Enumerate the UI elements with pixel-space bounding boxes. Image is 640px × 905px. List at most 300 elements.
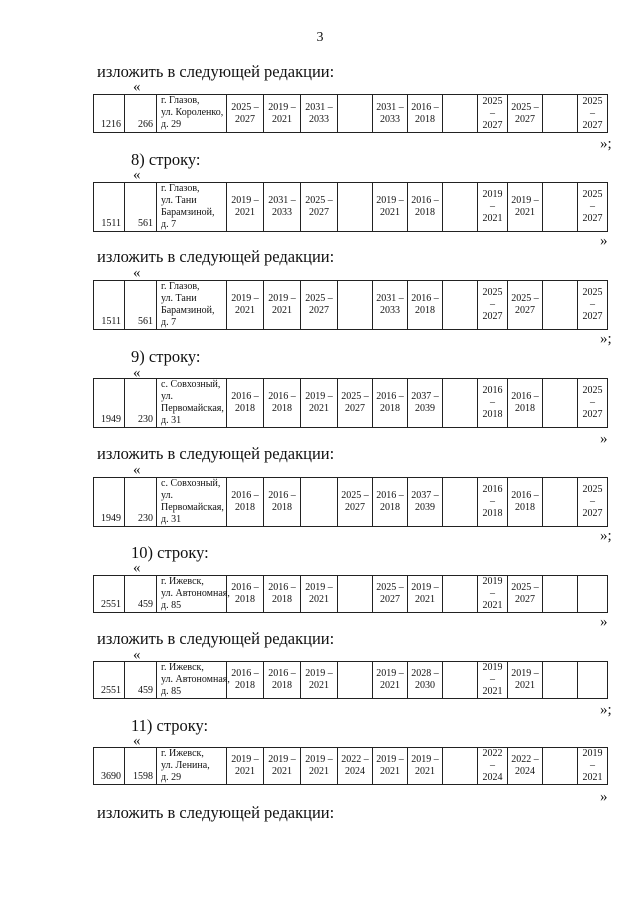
address-line: д. 29 — [161, 119, 182, 130]
open-quote-1: « — [133, 79, 141, 95]
period-line: 2024 — [482, 772, 503, 783]
open-quote-3: « — [133, 265, 141, 281]
period-line: 2016 – — [231, 490, 259, 501]
period-cell — [443, 183, 478, 232]
edit-instruction-5: изложить в следующей редакции: — [97, 803, 335, 822]
table-row — [94, 183, 640, 232]
period-cell — [508, 95, 543, 133]
close-quote-3: »; — [600, 331, 612, 347]
period-line: 2028 – — [411, 668, 439, 679]
open-quote-8: « — [133, 733, 141, 749]
record-number-cell: 1511 — [94, 281, 125, 330]
period-line: 2025 – — [231, 101, 259, 113]
period-line: 2016 – — [231, 582, 259, 593]
period-line: 2039 — [415, 502, 435, 513]
period-line: 2024 — [345, 766, 365, 777]
period-line: 2018 — [415, 305, 435, 316]
period-cell — [508, 379, 543, 428]
edit-instruction-1: изложить в следующей редакции: — [97, 62, 335, 81]
address-line: с. Совхозный, — [161, 379, 221, 390]
period-cell — [478, 95, 508, 133]
row-heading-8: 8) строку: — [131, 150, 201, 169]
period-line: 2019 – — [305, 754, 333, 765]
period-line: 2021 — [482, 600, 503, 611]
period-line: 2021 — [309, 594, 329, 605]
record-number-cell: 1216 — [94, 95, 125, 133]
period-line: 2018 — [235, 403, 255, 414]
period-cell — [338, 281, 373, 330]
period-cell — [373, 576, 408, 613]
table-row — [94, 576, 640, 613]
period-cell — [578, 183, 608, 232]
table-row — [94, 478, 640, 527]
period-cell — [264, 478, 301, 527]
address-line: д. 31 — [161, 514, 182, 525]
period-line: 2016 – — [482, 385, 503, 408]
record-id-cell: 561 — [125, 183, 157, 232]
address-cell — [157, 379, 227, 428]
period-line: 2018 — [482, 508, 503, 519]
period-line: 2021 — [272, 766, 292, 777]
period-cell — [301, 478, 338, 527]
period-cell — [264, 379, 301, 428]
record-id-cell: 1598 — [125, 748, 157, 785]
period-cell — [373, 748, 408, 785]
period-line: 2018 — [272, 680, 292, 691]
period-line: 2019 – — [305, 668, 333, 679]
period-line: 2019 – — [231, 754, 259, 765]
period-cell — [478, 662, 508, 699]
record-table-4 — [93, 378, 640, 428]
address-cell — [157, 183, 227, 232]
period-line: 2039 — [415, 403, 435, 414]
period-cell — [408, 379, 443, 428]
period-line: 2025 – — [305, 195, 333, 206]
period-cell — [338, 478, 373, 527]
period-line: 2016 – — [268, 490, 296, 501]
address-line: ул. Автономная, — [161, 588, 230, 599]
period-line: 2021 — [309, 766, 329, 777]
address-line: ул. Короленко, — [161, 107, 224, 118]
period-cell — [543, 748, 578, 785]
period-cell — [478, 379, 508, 428]
period-line: 2019 – — [511, 668, 539, 679]
row-heading-10: 10) строку: — [131, 543, 209, 562]
period-cell — [543, 662, 578, 699]
period-cell — [338, 183, 373, 232]
period-line: 2018 — [415, 113, 435, 125]
period-cell — [408, 95, 443, 133]
period-line: 2016 – — [376, 391, 404, 402]
period-cell — [443, 478, 478, 527]
period-line: 2027 — [582, 508, 603, 519]
address-line: с. Совхозный, — [161, 478, 221, 489]
period-line: 2037 – — [411, 490, 439, 501]
period-cell — [578, 379, 608, 428]
record-table-6 — [93, 575, 640, 613]
period-line: 2025 – — [582, 287, 603, 310]
address-cell — [157, 478, 227, 527]
period-cell — [227, 95, 264, 133]
close-quote-6: » — [600, 614, 608, 630]
period-cell — [478, 748, 508, 785]
period-cell — [578, 95, 608, 133]
period-cell — [443, 95, 478, 133]
period-cell — [543, 183, 578, 232]
period-line: 2031 – — [305, 101, 333, 113]
period-cell — [301, 95, 338, 133]
close-quote-7: »; — [600, 702, 612, 718]
period-line: 2016 – — [411, 293, 439, 304]
period-line: 2018 — [380, 403, 400, 414]
period-line: 2027 — [582, 409, 603, 420]
open-quote-7: « — [133, 647, 141, 663]
period-line: 2019 – — [376, 668, 404, 679]
period-cell — [443, 662, 478, 699]
period-line: 2021 — [415, 766, 435, 777]
period-cell — [443, 281, 478, 330]
page-number: 3 — [316, 30, 324, 45]
period-line: 2016 – — [268, 391, 296, 402]
period-line: 2021 — [235, 305, 255, 316]
period-cell — [443, 379, 478, 428]
record-number-cell: 2551 — [94, 662, 125, 699]
period-line: 2025 – — [511, 293, 539, 304]
address-line: Барамзиной, — [161, 305, 215, 316]
period-cell — [264, 183, 301, 232]
period-line: 2027 — [515, 594, 535, 605]
period-line: 2025 – — [376, 582, 404, 593]
record-table-1 — [93, 94, 640, 133]
close-quote-2: » — [600, 233, 608, 249]
period-cell — [338, 379, 373, 428]
period-line: 2033 — [309, 113, 329, 125]
period-line: 2019 – — [268, 754, 296, 765]
period-line: 2027 — [482, 119, 503, 131]
open-quote-6: « — [133, 560, 141, 576]
period-cell — [301, 183, 338, 232]
period-line: 2027 — [345, 403, 365, 414]
period-cell — [408, 662, 443, 699]
period-cell — [543, 478, 578, 527]
period-cell — [338, 576, 373, 613]
period-line: 2018 — [272, 502, 292, 513]
period-cell — [227, 281, 264, 330]
period-line: 2019 – — [305, 391, 333, 402]
record-id-cell: 561 — [125, 281, 157, 330]
period-line: 2019 – — [268, 101, 296, 113]
record-table-8 — [93, 747, 640, 785]
period-line: 2037 – — [411, 391, 439, 402]
period-line: 2027 — [380, 594, 400, 605]
record-number-cell: 1949 — [94, 379, 125, 428]
period-line: 2025 – — [305, 293, 333, 304]
period-line: 2019 – — [268, 293, 296, 304]
period-cell — [543, 379, 578, 428]
period-line: 2018 — [272, 594, 292, 605]
period-cell — [578, 576, 608, 613]
address-line: д. 31 — [161, 415, 182, 426]
period-line: 2025 – — [582, 385, 603, 408]
record-id-cell: 230 — [125, 478, 157, 527]
address-line: д. 7 — [161, 219, 177, 230]
period-line: 2018 — [415, 207, 435, 218]
record-number-cell: 3690 — [94, 748, 125, 785]
period-cell — [543, 576, 578, 613]
period-line: 2019 – — [231, 195, 259, 206]
period-line: 2018 — [380, 502, 400, 513]
period-cell — [227, 478, 264, 527]
period-line: 2031 – — [376, 101, 404, 113]
table-row — [94, 281, 640, 330]
table-row — [94, 379, 640, 428]
address-line: Первомайская, — [161, 403, 224, 414]
period-line: 2021 — [272, 305, 292, 316]
period-line: 2021 — [309, 403, 329, 414]
period-cell — [264, 281, 301, 330]
period-line: 2033 — [380, 305, 400, 316]
period-cell — [227, 662, 264, 699]
record-table-2 — [93, 182, 640, 232]
table-row — [94, 662, 640, 699]
period-cell — [508, 183, 543, 232]
row-heading-11: 11) строку: — [131, 716, 209, 735]
period-cell — [264, 748, 301, 785]
period-cell — [578, 662, 608, 699]
period-line: 2027 — [582, 213, 603, 224]
period-cell — [543, 95, 578, 133]
close-quote-5: »; — [600, 528, 612, 544]
period-line: 2022 – — [511, 754, 539, 765]
period-cell — [508, 281, 543, 330]
period-line: 2021 — [415, 594, 435, 605]
open-quote-5: « — [133, 462, 141, 478]
period-line: 2021 — [380, 766, 400, 777]
period-cell — [578, 748, 608, 785]
period-line: 2016 – — [231, 668, 259, 679]
record-number-cell: 1949 — [94, 478, 125, 527]
period-cell — [373, 95, 408, 133]
period-line: 2021 — [482, 686, 503, 697]
period-line: 2025 – — [582, 484, 603, 507]
address-line: г. Глазов, — [161, 95, 200, 106]
edit-instruction-2: изложить в следующей редакции: — [97, 247, 335, 266]
period-cell — [338, 95, 373, 133]
period-cell — [373, 183, 408, 232]
period-cell — [264, 576, 301, 613]
period-line: 2019 – — [376, 195, 404, 206]
period-cell — [543, 281, 578, 330]
period-line: 2019 – — [482, 576, 503, 599]
period-line: 2027 — [345, 502, 365, 513]
period-cell — [478, 183, 508, 232]
address-line: д. 7 — [161, 317, 177, 328]
record-table-7 — [93, 661, 640, 699]
period-line: 2018 — [482, 409, 503, 420]
period-line: 2021 — [380, 207, 400, 218]
period-line: 2021 — [380, 680, 400, 691]
period-line: 2025 – — [511, 101, 539, 113]
period-line: 2016 – — [482, 484, 503, 507]
record-id-cell: 266 — [125, 95, 157, 133]
period-line: 2024 — [515, 766, 535, 777]
edit-instruction-4: изложить в следующей редакции: — [97, 629, 335, 648]
period-line: 2021 — [309, 680, 329, 691]
period-line: 2025 – — [482, 95, 503, 119]
edit-instruction-3: изложить в следующей редакции: — [97, 444, 335, 463]
period-line: 2016 – — [268, 668, 296, 679]
period-line: 2025 – — [582, 189, 603, 212]
close-quote-1: »; — [600, 136, 612, 152]
period-cell — [443, 748, 478, 785]
period-line: 2022 – — [341, 754, 369, 765]
address-line: Барамзиной, — [161, 207, 215, 218]
period-line: 2025 – — [582, 95, 603, 119]
address-line: г. Ижевск, — [161, 748, 204, 759]
period-cell — [264, 662, 301, 699]
address-line: Первомайская, — [161, 502, 224, 513]
address-cell — [157, 95, 227, 133]
period-line: 2016 – — [376, 490, 404, 501]
period-line: 2033 — [272, 207, 292, 218]
address-line: ул. Тани — [161, 293, 197, 304]
period-cell — [301, 748, 338, 785]
period-cell — [264, 95, 301, 133]
period-cell — [508, 662, 543, 699]
open-quote-4: « — [133, 365, 141, 381]
record-id-cell: 459 — [125, 662, 157, 699]
period-cell — [508, 478, 543, 527]
period-line: 2021 — [482, 213, 503, 224]
period-cell — [301, 576, 338, 613]
address-cell — [157, 748, 227, 785]
period-line: 2019 – — [411, 582, 439, 593]
address-line: ул. — [161, 391, 174, 402]
address-line: г. Ижевск, — [161, 576, 204, 587]
period-line: 2018 — [272, 403, 292, 414]
address-line: д. 85 — [161, 686, 182, 697]
record-id-cell: 230 — [125, 379, 157, 428]
period-line: 2027 — [309, 207, 329, 218]
period-line: 2033 — [380, 113, 400, 125]
period-line: 2018 — [515, 403, 535, 414]
address-line: ул. — [161, 490, 174, 501]
address-cell — [157, 662, 230, 699]
row-heading-9: 9) строку: — [131, 347, 201, 366]
period-cell — [408, 478, 443, 527]
address-line: ул. Ленина, — [161, 760, 210, 771]
open-quote-2: « — [133, 167, 141, 183]
period-line: 2027 — [515, 305, 535, 316]
period-cell — [373, 662, 408, 699]
period-cell — [373, 281, 408, 330]
period-cell — [301, 662, 338, 699]
period-line: 2025 – — [341, 490, 369, 501]
address-line: д. 29 — [161, 772, 182, 783]
table-row — [94, 95, 640, 133]
address-line: ул. Тани — [161, 195, 197, 206]
period-cell — [338, 748, 373, 785]
period-line: 2027 — [582, 119, 603, 131]
address-line: г. Глазов, — [161, 281, 200, 292]
period-cell — [443, 576, 478, 613]
period-cell — [408, 281, 443, 330]
period-cell — [227, 748, 264, 785]
period-line: 2027 — [482, 311, 503, 322]
period-line: 2021 — [515, 207, 535, 218]
period-line: 2031 – — [376, 293, 404, 304]
period-line: 2031 – — [268, 195, 296, 206]
period-line: 2025 – — [482, 287, 503, 310]
address-cell — [157, 576, 230, 613]
record-number-cell: 2551 — [94, 576, 125, 613]
period-cell — [478, 576, 508, 613]
period-line: 2019 – — [511, 195, 539, 206]
period-line: 2021 — [515, 680, 535, 691]
period-cell — [227, 183, 264, 232]
period-line: 2027 — [309, 305, 329, 316]
period-line: 2018 — [235, 594, 255, 605]
period-line: 2019 – — [231, 293, 259, 304]
period-cell — [478, 478, 508, 527]
period-line: 2019 – — [305, 582, 333, 593]
close-quote-8: » — [600, 789, 608, 805]
period-cell — [478, 281, 508, 330]
period-cell — [578, 281, 608, 330]
period-line: 2016 – — [411, 101, 439, 113]
period-cell — [338, 662, 373, 699]
period-line: 2021 — [235, 207, 255, 218]
period-line: 2025 – — [341, 391, 369, 402]
period-line: 2016 – — [511, 490, 539, 501]
close-quote-4: » — [600, 431, 608, 447]
record-table-5 — [93, 477, 640, 527]
period-cell — [301, 379, 338, 428]
period-line: 2016 – — [511, 391, 539, 402]
address-line: ул. Автономная, — [161, 674, 230, 685]
period-cell — [227, 576, 264, 613]
address-line: г. Ижевск, — [161, 662, 204, 673]
period-line: 2016 – — [268, 582, 296, 593]
period-line: 2027 — [235, 113, 255, 125]
period-cell — [408, 576, 443, 613]
period-line: 2027 — [515, 113, 535, 125]
period-line: 2016 – — [231, 391, 259, 402]
address-line: д. 85 — [161, 600, 182, 611]
period-line: 2019 – — [411, 754, 439, 765]
period-line: 2018 — [515, 502, 535, 513]
period-cell — [301, 281, 338, 330]
period-line: 2022 – — [482, 748, 503, 771]
period-line: 2018 — [235, 502, 255, 513]
period-line: 2016 – — [411, 195, 439, 206]
period-line: 2019 – — [582, 748, 603, 771]
period-line: 2019 – — [482, 189, 503, 212]
period-cell — [508, 748, 543, 785]
record-number-cell: 1511 — [94, 183, 125, 232]
period-cell — [373, 478, 408, 527]
period-line: 2019 – — [482, 662, 503, 685]
period-line: 2021 — [272, 113, 292, 125]
period-line: 2021 — [235, 766, 255, 777]
period-cell — [578, 478, 608, 527]
table-row — [94, 748, 640, 785]
period-line: 2025 – — [511, 582, 539, 593]
record-id-cell: 459 — [125, 576, 157, 613]
period-line: 2027 — [582, 311, 603, 322]
period-line: 2021 — [582, 772, 603, 783]
period-line: 2019 – — [376, 754, 404, 765]
